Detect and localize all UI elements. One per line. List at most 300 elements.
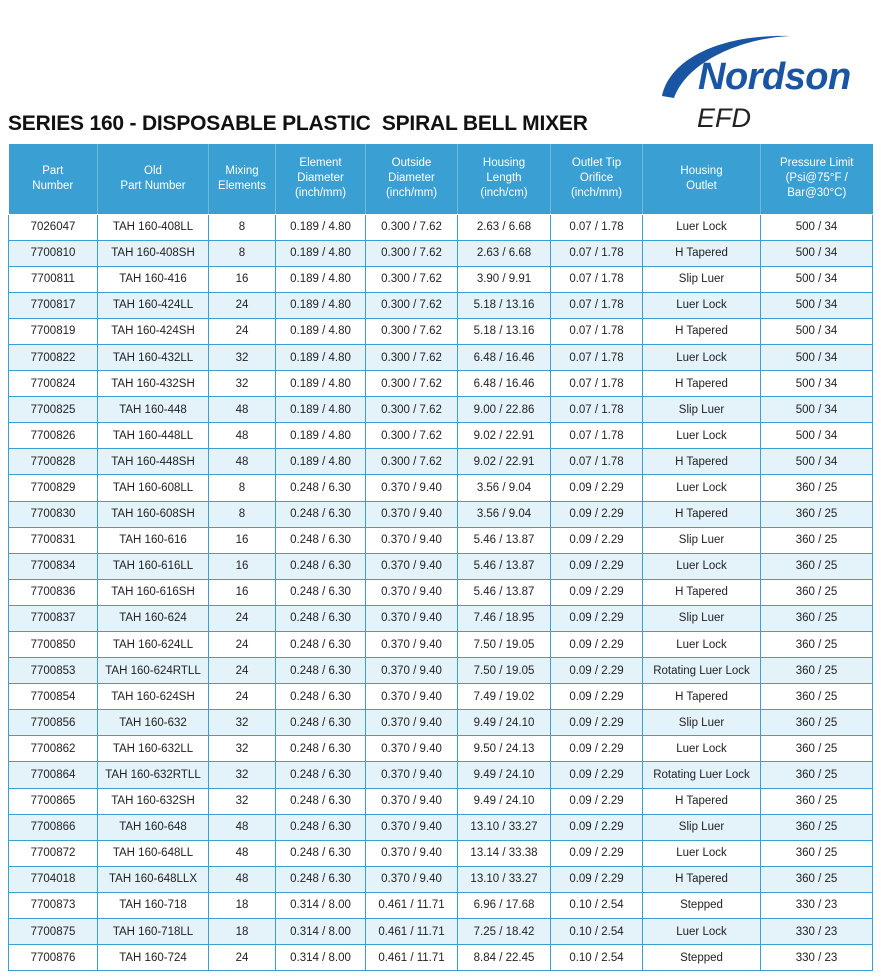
table-cell: 0.248 / 6.30: [276, 684, 366, 710]
table-cell: 0.10 / 2.54: [551, 919, 643, 945]
table-cell: TAH 160-616SH: [98, 579, 209, 605]
table-cell: 0.09 / 2.29: [551, 814, 643, 840]
table-cell: 7700811: [9, 266, 98, 292]
table-cell: 7.46 / 18.95: [458, 605, 551, 631]
table-cell: 0.248 / 6.30: [276, 501, 366, 527]
table-cell: 32: [209, 371, 276, 397]
table-cell: TAH 160-624LL: [98, 632, 209, 658]
table-cell: 48: [209, 840, 276, 866]
table-cell: 7700872: [9, 840, 98, 866]
table-row: [9, 371, 873, 397]
table-cell: 0.370 / 9.40: [366, 501, 458, 527]
table-cell: H Tapered: [643, 371, 761, 397]
table-cell: 0.314 / 8.00: [276, 919, 366, 945]
table-cell: 8: [209, 475, 276, 501]
table-cell: 7700819: [9, 318, 98, 344]
table-cell: 24: [209, 292, 276, 318]
table-cell: 0.09 / 2.29: [551, 579, 643, 605]
table-cell: 360 / 25: [761, 501, 873, 527]
table-cell: 0.248 / 6.30: [276, 736, 366, 762]
table-cell: TAH 160-432SH: [98, 371, 209, 397]
table-cell: TAH 160-632SH: [98, 788, 209, 814]
table-cell: 7700825: [9, 397, 98, 423]
table-cell: 0.09 / 2.29: [551, 658, 643, 684]
table-row: [9, 449, 873, 475]
table-row: [9, 736, 873, 762]
table-cell: 500 / 34: [761, 266, 873, 292]
table-cell: 7700834: [9, 553, 98, 579]
table-cell: 360 / 25: [761, 527, 873, 553]
table-cell: 0.09 / 2.29: [551, 501, 643, 527]
table-cell: 24: [209, 318, 276, 344]
table-cell: 18: [209, 892, 276, 918]
table-cell: 0.189 / 4.80: [276, 318, 366, 344]
table-cell: TAH 160-632RTLL: [98, 762, 209, 788]
table-cell: 7700826: [9, 423, 98, 449]
table-cell: 0.461 / 11.71: [366, 919, 458, 945]
table-cell: 7700866: [9, 814, 98, 840]
table-cell: TAH 160-448LL: [98, 423, 209, 449]
table-cell: 32: [209, 762, 276, 788]
table-cell: TAH 160-448: [98, 397, 209, 423]
table-cell: 7700873: [9, 892, 98, 918]
table-cell: 2.63 / 6.68: [458, 214, 551, 240]
table-cell: 0.300 / 7.62: [366, 344, 458, 370]
table-cell: 7.49 / 19.02: [458, 684, 551, 710]
table-cell: TAH 160-648LLX: [98, 866, 209, 892]
table-row: [9, 266, 873, 292]
table-cell: H Tapered: [643, 449, 761, 475]
table-cell: 9.02 / 22.91: [458, 449, 551, 475]
table-cell: 0.189 / 4.80: [276, 240, 366, 266]
table-cell: 0.07 / 1.78: [551, 214, 643, 240]
table-cell: 7.25 / 18.42: [458, 919, 551, 945]
table-row: [9, 397, 873, 423]
table-row: [9, 866, 873, 892]
table-cell: 360 / 25: [761, 579, 873, 605]
table-cell: Luer Lock: [643, 919, 761, 945]
table-cell: 18: [209, 919, 276, 945]
table-cell: 0.10 / 2.54: [551, 945, 643, 971]
table-cell: 0.09 / 2.29: [551, 475, 643, 501]
table-cell: 6.48 / 16.46: [458, 344, 551, 370]
table-row: [9, 710, 873, 736]
table-cell: 500 / 34: [761, 292, 873, 318]
table-cell: 0.370 / 9.40: [366, 866, 458, 892]
table-cell: 0.189 / 4.80: [276, 214, 366, 240]
table-cell: 0.300 / 7.62: [366, 292, 458, 318]
table-row: [9, 553, 873, 579]
table-cell: 360 / 25: [761, 475, 873, 501]
table-cell: 13.10 / 33.27: [458, 866, 551, 892]
table-cell: 48: [209, 423, 276, 449]
table-cell: Slip Luer: [643, 814, 761, 840]
table-cell: 0.300 / 7.62: [366, 449, 458, 475]
table-cell: Luer Lock: [643, 344, 761, 370]
table-cell: TAH 160-408SH: [98, 240, 209, 266]
table-cell: 7700817: [9, 292, 98, 318]
table-cell: 0.370 / 9.40: [366, 684, 458, 710]
table-cell: 360 / 25: [761, 605, 873, 631]
table-cell: TAH 160-608LL: [98, 475, 209, 501]
table-cell: 360 / 25: [761, 684, 873, 710]
table-cell: 0.07 / 1.78: [551, 292, 643, 318]
table-cell: 0.189 / 4.80: [276, 292, 366, 318]
table-cell: Slip Luer: [643, 266, 761, 292]
table-cell: 0.370 / 9.40: [366, 840, 458, 866]
table-cell: 0.314 / 8.00: [276, 945, 366, 971]
table-cell: Luer Lock: [643, 423, 761, 449]
table-row: [9, 892, 873, 918]
table-cell: Luer Lock: [643, 292, 761, 318]
table-cell: 0.09 / 2.29: [551, 762, 643, 788]
table-cell: 13.10 / 33.27: [458, 814, 551, 840]
table-cell: 7700862: [9, 736, 98, 762]
table-row: [9, 214, 873, 240]
table-cell: 0.189 / 4.80: [276, 397, 366, 423]
table-cell: TAH 160-416: [98, 266, 209, 292]
table-cell: Luer Lock: [643, 840, 761, 866]
table-cell: TAH 160-624RTLL: [98, 658, 209, 684]
table-cell: H Tapered: [643, 501, 761, 527]
table-cell: 0.461 / 11.71: [366, 892, 458, 918]
table-cell: 5.46 / 13.87: [458, 579, 551, 605]
table-cell: Rotating Luer Lock: [643, 658, 761, 684]
column-header: Outside Diameter (inch/mm): [366, 144, 458, 214]
table-cell: 7700875: [9, 919, 98, 945]
table-cell: 5.18 / 13.16: [458, 292, 551, 318]
spec-table: [8, 144, 873, 971]
table-cell: 7700864: [9, 762, 98, 788]
table-cell: 7704018: [9, 866, 98, 892]
table-cell: 330 / 23: [761, 945, 873, 971]
table-cell: Luer Lock: [643, 553, 761, 579]
table-cell: 0.370 / 9.40: [366, 475, 458, 501]
table-cell: 500 / 34: [761, 344, 873, 370]
table-cell: 9.50 / 24.13: [458, 736, 551, 762]
table-cell: 7700865: [9, 788, 98, 814]
table-cell: 9.02 / 22.91: [458, 423, 551, 449]
column-header: Housing Outlet: [643, 144, 761, 214]
table-body: [9, 214, 873, 971]
table-header: [9, 144, 873, 214]
table-cell: 0.07 / 1.78: [551, 266, 643, 292]
table-cell: 7700853: [9, 658, 98, 684]
table-cell: 0.07 / 1.78: [551, 240, 643, 266]
table-cell: 24: [209, 945, 276, 971]
table-cell: TAH 160-624: [98, 605, 209, 631]
table-cell: 0.248 / 6.30: [276, 475, 366, 501]
table-cell: TAH 160-448SH: [98, 449, 209, 475]
table-cell: 8.84 / 22.45: [458, 945, 551, 971]
table-cell: 0.300 / 7.62: [366, 371, 458, 397]
table-cell: 7700854: [9, 684, 98, 710]
table-cell: TAH 160-624SH: [98, 684, 209, 710]
table-cell: 7700828: [9, 449, 98, 475]
table-cell: 0.07 / 1.78: [551, 344, 643, 370]
table-cell: Slip Luer: [643, 527, 761, 553]
table-cell: 5.46 / 13.87: [458, 527, 551, 553]
table-cell: 48: [209, 866, 276, 892]
table-cell: 0.09 / 2.29: [551, 840, 643, 866]
table-cell: 9.00 / 22.86: [458, 397, 551, 423]
table-cell: 7700824: [9, 371, 98, 397]
table-cell: 7700822: [9, 344, 98, 370]
table-cell: 0.248 / 6.30: [276, 658, 366, 684]
table-cell: 500 / 34: [761, 397, 873, 423]
table-row: [9, 788, 873, 814]
table-row: [9, 344, 873, 370]
table-cell: 0.300 / 7.62: [366, 397, 458, 423]
table-cell: TAH 160-648: [98, 814, 209, 840]
table-cell: 32: [209, 344, 276, 370]
table-cell: 5.46 / 13.87: [458, 553, 551, 579]
table-cell: 0.07 / 1.78: [551, 423, 643, 449]
table-cell: TAH 160-424SH: [98, 318, 209, 344]
table-cell: 3.56 / 9.04: [458, 475, 551, 501]
table-cell: 0.09 / 2.29: [551, 736, 643, 762]
table-cell: TAH 160-616LL: [98, 553, 209, 579]
table-cell: 0.300 / 7.62: [366, 240, 458, 266]
table-cell: 24: [209, 684, 276, 710]
table-cell: 24: [209, 658, 276, 684]
table-cell: 330 / 23: [761, 892, 873, 918]
table-cell: 0.370 / 9.40: [366, 814, 458, 840]
table-cell: 0.370 / 9.40: [366, 736, 458, 762]
table-cell: 0.09 / 2.29: [551, 866, 643, 892]
table-row: [9, 423, 873, 449]
column-header: Element Diameter (inch/mm): [276, 144, 366, 214]
table-cell: 16: [209, 553, 276, 579]
nordson-efd-logo: [652, 30, 852, 140]
table-cell: 32: [209, 788, 276, 814]
column-header: Outlet Tip Orifice (inch/mm): [551, 144, 643, 214]
table-row: [9, 684, 873, 710]
table-cell: 0.314 / 8.00: [276, 892, 366, 918]
table-cell: 16: [209, 527, 276, 553]
table-cell: TAH 160-648LL: [98, 840, 209, 866]
table-cell: 0.189 / 4.80: [276, 266, 366, 292]
table-cell: 0.300 / 7.62: [366, 214, 458, 240]
table-cell: 0.370 / 9.40: [366, 788, 458, 814]
table-cell: 0.370 / 9.40: [366, 710, 458, 736]
table-cell: TAH 160-632: [98, 710, 209, 736]
table-cell: 0.09 / 2.29: [551, 527, 643, 553]
table-cell: TAH 160-424LL: [98, 292, 209, 318]
table-cell: 0.370 / 9.40: [366, 632, 458, 658]
table-cell: 500 / 34: [761, 214, 873, 240]
table-cell: 500 / 34: [761, 240, 873, 266]
table-cell: 0.370 / 9.40: [366, 605, 458, 631]
table-cell: 7700876: [9, 945, 98, 971]
table-cell: TAH 160-632LL: [98, 736, 209, 762]
table-cell: 0.189 / 4.80: [276, 423, 366, 449]
table-cell: 0.189 / 4.80: [276, 371, 366, 397]
table-cell: 3.90 / 9.91: [458, 266, 551, 292]
table-cell: H Tapered: [643, 318, 761, 344]
table-cell: 500 / 34: [761, 371, 873, 397]
table-cell: 0.300 / 7.62: [366, 423, 458, 449]
table-cell: 6.96 / 17.68: [458, 892, 551, 918]
table-cell: 32: [209, 710, 276, 736]
table-cell: 7.50 / 19.05: [458, 632, 551, 658]
table-cell: 360 / 25: [761, 710, 873, 736]
table-cell: 32: [209, 736, 276, 762]
table-cell: 0.07 / 1.78: [551, 371, 643, 397]
table-cell: 2.63 / 6.68: [458, 240, 551, 266]
table-cell: 9.49 / 24.10: [458, 788, 551, 814]
header-row: [9, 144, 873, 214]
table-row: [9, 240, 873, 266]
table-cell: 24: [209, 605, 276, 631]
table-cell: 0.09 / 2.29: [551, 684, 643, 710]
table-cell: 16: [209, 266, 276, 292]
table-cell: 3.56 / 9.04: [458, 501, 551, 527]
table-cell: 500 / 34: [761, 318, 873, 344]
table-cell: 48: [209, 449, 276, 475]
table-cell: 7700850: [9, 632, 98, 658]
table-cell: H Tapered: [643, 788, 761, 814]
table-cell: H Tapered: [643, 240, 761, 266]
table-cell: 13.14 / 33.38: [458, 840, 551, 866]
table-cell: 0.248 / 6.30: [276, 710, 366, 736]
table-row: [9, 318, 873, 344]
table-cell: 360 / 25: [761, 658, 873, 684]
table-cell: 8: [209, 240, 276, 266]
table-cell: 360 / 25: [761, 632, 873, 658]
table-cell: 360 / 25: [761, 814, 873, 840]
table-cell: 0.370 / 9.40: [366, 553, 458, 579]
table-row: [9, 762, 873, 788]
table-row: [9, 840, 873, 866]
table-cell: 0.300 / 7.62: [366, 318, 458, 344]
table-cell: 0.248 / 6.30: [276, 762, 366, 788]
table-row: [9, 945, 873, 971]
table-cell: 500 / 34: [761, 449, 873, 475]
table-row: [9, 632, 873, 658]
table-cell: 8: [209, 501, 276, 527]
table-cell: 48: [209, 397, 276, 423]
table-cell: 7026047: [9, 214, 98, 240]
table-cell: H Tapered: [643, 684, 761, 710]
column-header: Part Number: [9, 144, 98, 214]
table-cell: 7700837: [9, 605, 98, 631]
table-cell: 24: [209, 632, 276, 658]
table-cell: Slip Luer: [643, 397, 761, 423]
table-row: [9, 501, 873, 527]
table-row: [9, 292, 873, 318]
table-cell: Luer Lock: [643, 632, 761, 658]
table-cell: 0.370 / 9.40: [366, 579, 458, 605]
table-cell: 0.10 / 2.54: [551, 892, 643, 918]
table-row: [9, 814, 873, 840]
table-cell: 330 / 23: [761, 919, 873, 945]
column-header: Pressure Limit (Psi@75°F / Bar@30°C): [761, 144, 873, 214]
table-cell: Luer Lock: [643, 475, 761, 501]
table-cell: 0.248 / 6.30: [276, 866, 366, 892]
table-cell: 0.248 / 6.30: [276, 527, 366, 553]
table-cell: 7700831: [9, 527, 98, 553]
table-cell: TAH 160-724: [98, 945, 209, 971]
table-cell: 7700836: [9, 579, 98, 605]
table-cell: Stepped: [643, 892, 761, 918]
table-cell: 0.370 / 9.40: [366, 527, 458, 553]
table-cell: 360 / 25: [761, 762, 873, 788]
table-cell: Stepped: [643, 945, 761, 971]
table-cell: 7700856: [9, 710, 98, 736]
table-cell: 360 / 25: [761, 553, 873, 579]
table-cell: 360 / 25: [761, 840, 873, 866]
table-cell: 0.248 / 6.30: [276, 788, 366, 814]
brand-sub: EFD: [697, 103, 751, 133]
table-cell: 9.49 / 24.10: [458, 762, 551, 788]
table-row: [9, 605, 873, 631]
table-cell: 0.370 / 9.40: [366, 658, 458, 684]
table-cell: Luer Lock: [643, 214, 761, 240]
table-cell: 0.248 / 6.30: [276, 840, 366, 866]
table-cell: TAH 160-718: [98, 892, 209, 918]
table-cell: 0.09 / 2.29: [551, 553, 643, 579]
table-row: [9, 527, 873, 553]
table-cell: TAH 160-608SH: [98, 501, 209, 527]
table-cell: Slip Luer: [643, 605, 761, 631]
table-cell: 7700810: [9, 240, 98, 266]
table-cell: 500 / 34: [761, 423, 873, 449]
table-cell: 6.48 / 16.46: [458, 371, 551, 397]
table-cell: Slip Luer: [643, 710, 761, 736]
column-header: Mixing Elements: [209, 144, 276, 214]
table-cell: Luer Lock: [643, 736, 761, 762]
table-cell: TAH 160-616: [98, 527, 209, 553]
table-cell: 0.09 / 2.29: [551, 710, 643, 736]
table-cell: 0.189 / 4.80: [276, 344, 366, 370]
table-cell: 0.07 / 1.78: [551, 397, 643, 423]
table-cell: 0.09 / 2.29: [551, 632, 643, 658]
table-cell: TAH 160-432LL: [98, 344, 209, 370]
table-cell: 360 / 25: [761, 736, 873, 762]
table-cell: 0.370 / 9.40: [366, 762, 458, 788]
table-cell: 0.09 / 2.29: [551, 605, 643, 631]
table-cell: TAH 160-408LL: [98, 214, 209, 240]
table-cell: 9.49 / 24.10: [458, 710, 551, 736]
table-cell: 0.07 / 1.78: [551, 318, 643, 344]
table-row: [9, 658, 873, 684]
column-header: Housing Length (inch/cm): [458, 144, 551, 214]
table-cell: 0.248 / 6.30: [276, 579, 366, 605]
table-cell: 5.18 / 13.16: [458, 318, 551, 344]
table-cell: 0.248 / 6.30: [276, 553, 366, 579]
table-cell: 48: [209, 814, 276, 840]
table-cell: 360 / 25: [761, 788, 873, 814]
table-cell: H Tapered: [643, 579, 761, 605]
table-cell: 0.09 / 2.29: [551, 788, 643, 814]
table-cell: 0.189 / 4.80: [276, 449, 366, 475]
page-title: SERIES 160 - DISPOSABLE PLASTIC SPIRAL BELL MIXER: [8, 112, 588, 135]
table-cell: 0.300 / 7.62: [366, 266, 458, 292]
table-row: [9, 475, 873, 501]
table-cell: 360 / 25: [761, 866, 873, 892]
table-cell: 7700829: [9, 475, 98, 501]
table-row: [9, 919, 873, 945]
brand-name: Nordson: [698, 56, 851, 98]
table-cell: H Tapered: [643, 866, 761, 892]
table-cell: 0.248 / 6.30: [276, 605, 366, 631]
column-header: Old Part Number: [98, 144, 209, 214]
table-cell: 7.50 / 19.05: [458, 658, 551, 684]
table-row: [9, 579, 873, 605]
table-cell: 0.248 / 6.30: [276, 814, 366, 840]
table-cell: 16: [209, 579, 276, 605]
